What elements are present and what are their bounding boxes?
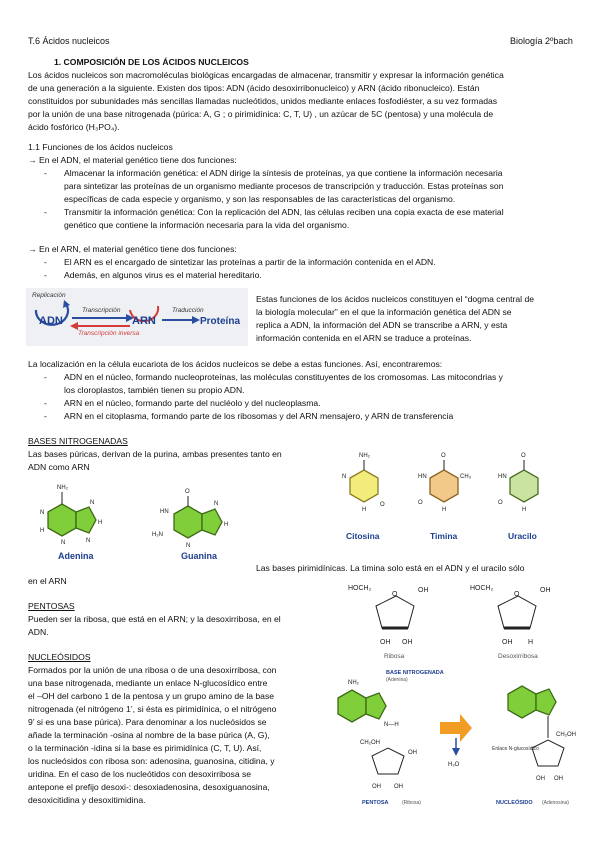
subsection-title: 1.1 Funciones de los ácidos nucleicos	[28, 142, 173, 152]
nucleosidos-text: los nucleósidos con ribosa son: adenosina, guanosina, citidina, y	[28, 756, 275, 766]
nucleosidos-text: Formados por la unión de una ribosa o de una desoxirribosa, con	[28, 665, 277, 675]
dogma-traduccion: Traducción	[172, 307, 204, 314]
intro-line: de una generación a la siguiente. Existen dos tipos: ADN (ácido desoxirribonucleico) y ARN (ácido ribonucleico). Están	[28, 83, 480, 93]
dogma-diagram	[26, 288, 248, 346]
nucleosido-label: NUCLEÓSIDO	[496, 800, 533, 806]
svg-text:OH: OH	[536, 776, 545, 782]
svg-text:O: O	[521, 453, 526, 459]
purine-structures	[26, 476, 256, 568]
svg-text:H₂N: H₂N	[152, 532, 163, 538]
nucleosidos-text: añade la terminación -osina al nombre de la base púrica (A, G),	[28, 730, 270, 740]
svg-text:O: O	[380, 502, 385, 508]
svg-text:H: H	[362, 507, 367, 513]
base-sub: (Adenina)	[386, 677, 408, 683]
svg-text:O: O	[418, 500, 423, 506]
dogma-transcripcion: Transcripción	[82, 307, 121, 314]
water-label: H₂O	[448, 762, 460, 768]
nucleosidos-text: uridina. En el caso de los nucleótidos con desoxirribosa se	[28, 769, 252, 779]
nucleosidos-text: el –OH del carbono 1 de la pentosa y un grupo amino de la base	[28, 691, 275, 701]
svg-text:O: O	[498, 500, 503, 506]
svg-text:N—H: N—H	[384, 722, 399, 728]
uracilo-label: Uracilo	[508, 531, 537, 541]
bases-puricas-text: Las bases púricas, derivan de la purina, ambas presentes tanto en	[28, 449, 282, 459]
svg-text:H: H	[98, 520, 103, 526]
svg-text:OH: OH	[372, 784, 381, 790]
svg-text:OH: OH	[394, 784, 403, 790]
nucleosidos-text: antepone el prefijo desoxi-: desoxiadenosina, desoxiguanosina,	[28, 782, 270, 792]
header-left: T.6 Ácidos nucleicos	[28, 36, 110, 46]
svg-text:O: O	[514, 591, 520, 598]
citosina-label: Citosina	[346, 531, 380, 541]
header-right: Biología 2ºbach	[510, 36, 573, 46]
svg-text:CH₂OH: CH₂OH	[556, 732, 576, 738]
dogma-replicacion: Replicación	[32, 292, 66, 299]
nucleosidos-text: desoxicitidina y desoxitimidina.	[28, 795, 146, 805]
svg-text:N: N	[342, 474, 347, 480]
dogma-text: Estas funciones de los ácidos nucleicos constituyen el “dogma central de	[256, 294, 535, 304]
svg-text:OH: OH	[380, 639, 391, 646]
bases-puricas-text: ADN como ARN	[28, 462, 90, 472]
svg-text:OH: OH	[502, 639, 513, 646]
arn-lead: → En el ARN, el material genético tiene dos funciones:	[28, 244, 237, 254]
nucleosidos-title: NUCLEÓSIDOS	[28, 652, 91, 662]
svg-text:O: O	[392, 591, 398, 598]
dogma-arn: ARN	[132, 315, 156, 327]
bases-pirimidinicas-text: Las bases pirimidínicas. La timina solo está en el ADN y el uracilo sólo	[256, 563, 525, 573]
svg-text:HOCH₂: HOCH₂	[470, 585, 494, 592]
svg-text:N: N	[40, 510, 45, 516]
enlace-label: Enlace N-glucosídico	[492, 746, 539, 752]
section-title: 1. COMPOSICIÓN DE LOS ÁCIDOS NUCLEICOS	[54, 57, 249, 67]
desoxirribosa-label: Desoxirribosa	[498, 653, 538, 660]
svg-text:CH₃: CH₃	[460, 474, 472, 480]
pyrimidine-structures	[330, 448, 580, 548]
dogma-text: la biología molecular” en el que la información genética del ADN se	[256, 307, 512, 317]
svg-text:H: H	[522, 507, 527, 513]
svg-text:H: H	[224, 522, 229, 528]
intro-line: por la unión de una base nitrogenada (púrica: A, G ; o pirimidínica: C, T, U) , un azúcar de 5C (pentosa) y una molécula de	[28, 109, 494, 119]
adenina-label: Adenina	[58, 551, 94, 561]
pentosa-sub: (Ribosa)	[402, 800, 421, 806]
svg-text:O: O	[441, 453, 446, 459]
bases-pirimidinicas-text: en el ARN	[28, 576, 67, 586]
nucleosidos-text: una base nitrogenada, mediante un enlace N-glucosídico entre	[28, 678, 268, 688]
nucleoside-formation-diagram	[322, 664, 584, 814]
svg-text:N: N	[90, 500, 95, 506]
ribosa-label: Ribosa	[384, 653, 405, 660]
svg-text:CH₂OH: CH₂OH	[360, 740, 380, 746]
svg-text:NH₂: NH₂	[348, 680, 359, 686]
pentosa-label: PENTOSA	[362, 800, 389, 806]
svg-text:N: N	[186, 543, 191, 549]
intro-line: Los ácidos nucleicos son macromoléculas biológicas encargadas de almacenar, transmitir y expresar la información genética	[28, 70, 504, 80]
svg-text:H: H	[528, 639, 534, 646]
svg-text:HN: HN	[498, 474, 507, 480]
svg-text:H: H	[442, 507, 447, 513]
svg-text:OH: OH	[408, 750, 417, 756]
pentosas-title: PENTOSAS	[28, 601, 75, 611]
dogma-transcripcion-inv: Transcripción inversa	[78, 330, 140, 337]
adn-lead: → En el ADN, el material genético tiene dos funciones:	[28, 155, 237, 165]
svg-text:OH: OH	[554, 776, 563, 782]
timina-label: Timina	[430, 531, 458, 541]
intro-line: constituidos por subunidades más sencillas llamadas nucleótidos, unidos mediante enlaces fosfodiéster, a su vez formadas	[28, 96, 498, 106]
base-label: BASE NITROGENADA	[386, 670, 444, 676]
svg-text:OH: OH	[540, 587, 551, 594]
nucleosido-sub: (Adenosina)	[542, 800, 569, 806]
svg-text:HN: HN	[160, 509, 169, 515]
svg-text:N: N	[86, 538, 91, 544]
nucleosidos-text: nitrogenada (el nitrógeno 1’, si ésta es pirimidínica, o el nitrógeno	[28, 704, 277, 714]
dogma-adn: ADN	[39, 315, 63, 327]
intro-line: ácido fosfórico (H₃PO₄).	[28, 122, 120, 132]
pentosas-text: ADN.	[28, 627, 49, 637]
svg-text:N: N	[61, 540, 66, 546]
bases-title: BASES NITROGENADAS	[28, 436, 128, 446]
svg-text:OH: OH	[418, 587, 429, 594]
nucleosidos-text: o la terminación -idina si la base es pirimidínica (C, T, U). Así,	[28, 743, 262, 753]
guanina-label: Guanina	[181, 551, 218, 561]
svg-text:HN: HN	[418, 474, 427, 480]
svg-text:O: O	[185, 489, 190, 495]
dogma-text: replica a ADN, la información del ADN se transcribe a ARN, y esta	[256, 320, 508, 330]
svg-text:H: H	[40, 528, 45, 534]
svg-text:N: N	[214, 501, 219, 507]
dogma-text: información contenida en el ARN se traduce a proteínas.	[256, 333, 472, 343]
localizacion-lead: La localización en la célula eucariota de los ácidos nucleicos se debe a estas funciones. Así, encontraremos:	[28, 359, 443, 369]
pentosas-text: Pueden ser la ribosa, que está en el ARN; y la desoxirribosa, en el	[28, 614, 281, 624]
dogma-proteina: Proteína	[200, 316, 241, 327]
svg-text:NH₂: NH₂	[57, 485, 68, 491]
svg-text:NH₂: NH₂	[359, 453, 370, 459]
svg-text:OH: OH	[402, 639, 413, 646]
nucleosidos-text: 9’ si es una base púrica). Para denominar a los nucleósidos se	[28, 717, 267, 727]
svg-text:HOCH₂: HOCH₂	[348, 585, 372, 592]
